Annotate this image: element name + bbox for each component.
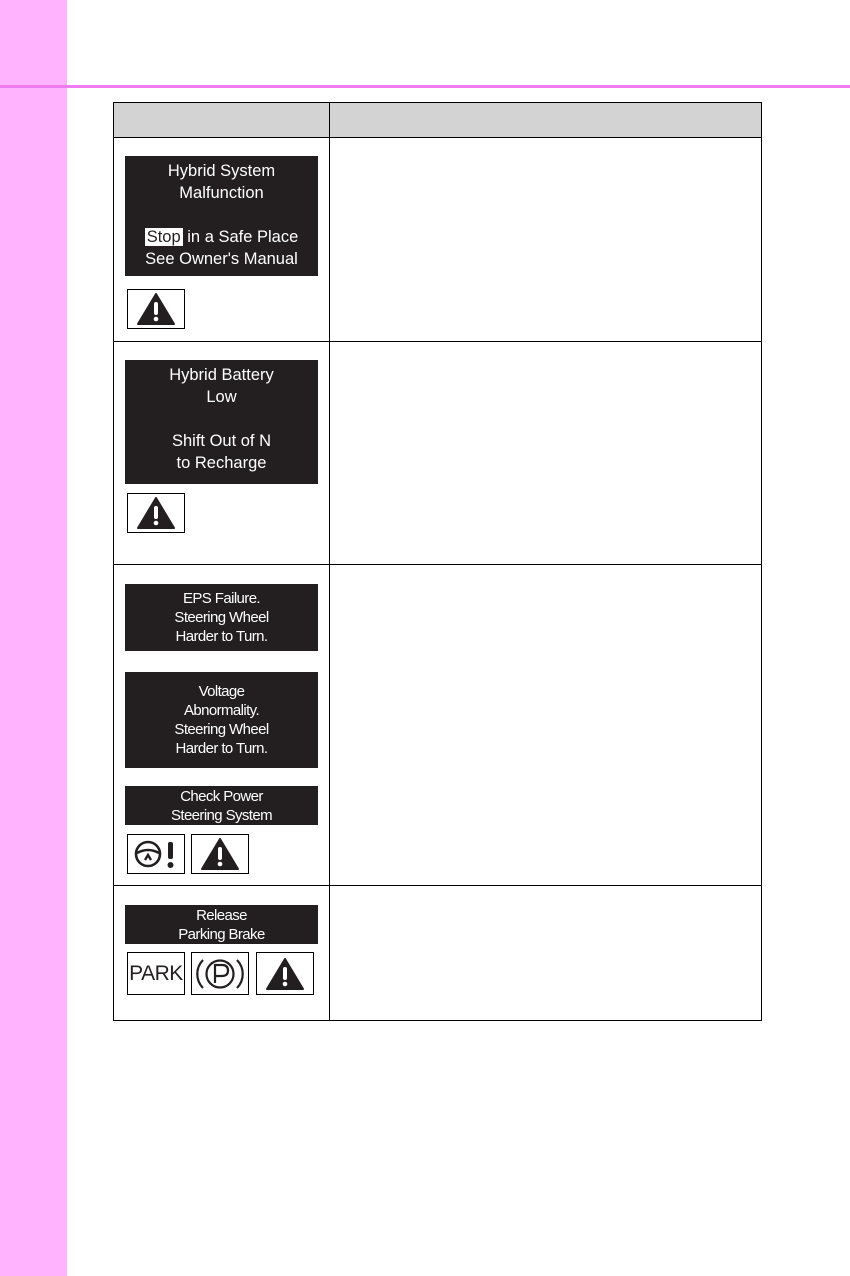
- park-label: PARK: [129, 961, 183, 985]
- table-header-row: [114, 103, 762, 138]
- warning-triangle-icon: [127, 493, 185, 533]
- park-text-icon: [127, 952, 185, 995]
- multi-info-display: [125, 360, 318, 484]
- release-parking-brake-display: [125, 905, 318, 944]
- message-cell: [114, 565, 330, 886]
- display-line: Parking Brake: [178, 926, 265, 943]
- warning-triangle-icon: [256, 952, 314, 995]
- display-line: Steering Wheel: [174, 609, 269, 626]
- table-row: [114, 138, 762, 342]
- description-cell: [330, 138, 762, 342]
- multi-info-display: [125, 156, 318, 276]
- display-line: EPS Failure.: [183, 590, 260, 607]
- description-cell: [330, 342, 762, 565]
- display-line: Steering Wheel: [174, 721, 269, 738]
- display-line: Release: [196, 907, 247, 924]
- display-line: to Recharge: [176, 454, 267, 472]
- table-row: [114, 886, 762, 1021]
- parking-brake-icon: [191, 952, 249, 995]
- eps-failure-display: [125, 584, 318, 651]
- header-cell-message: [114, 103, 330, 138]
- voltage-abnormality-display: [125, 672, 318, 768]
- display-line: Hybrid Battery: [169, 366, 274, 384]
- check-power-steering-display: [125, 786, 318, 825]
- table-row: [114, 342, 762, 565]
- warning-triangle-icon: [127, 289, 185, 329]
- display-line: Harder to Turn.: [175, 740, 268, 757]
- display-line-text: in a Safe Place: [187, 228, 299, 246]
- display-gap: [125, 408, 318, 430]
- highlight-stop: Stop: [146, 228, 181, 246]
- message-cell: [114, 886, 330, 1021]
- display-line: Low: [206, 388, 237, 406]
- table-row: [114, 565, 762, 886]
- display-line: [125, 226, 318, 248]
- display-line: See Owner's Manual: [145, 250, 298, 268]
- display-line: Check Power: [180, 788, 263, 805]
- description-cell: [330, 565, 762, 886]
- display-line: Malfunction: [179, 184, 264, 202]
- display-line: Shift Out of N: [171, 432, 272, 450]
- display-line: Hybrid System: [167, 162, 276, 180]
- warning-message-table: [113, 102, 762, 1021]
- display-gap: [125, 204, 318, 226]
- display-line: Voltage: [198, 683, 245, 700]
- display-line: Abnormality.: [183, 702, 260, 719]
- message-cell: [114, 138, 330, 342]
- header-cell-details: [330, 103, 762, 138]
- sidebar-stripe: [0, 0, 67, 1276]
- header-rule: [0, 85, 850, 88]
- display-line: Harder to Turn.: [175, 628, 268, 645]
- steering-warning-icon: [127, 834, 185, 874]
- display-line: Steering System: [170, 807, 273, 824]
- description-cell: [330, 886, 762, 1021]
- warning-triangle-icon: [191, 834, 249, 874]
- message-cell: [114, 342, 330, 565]
